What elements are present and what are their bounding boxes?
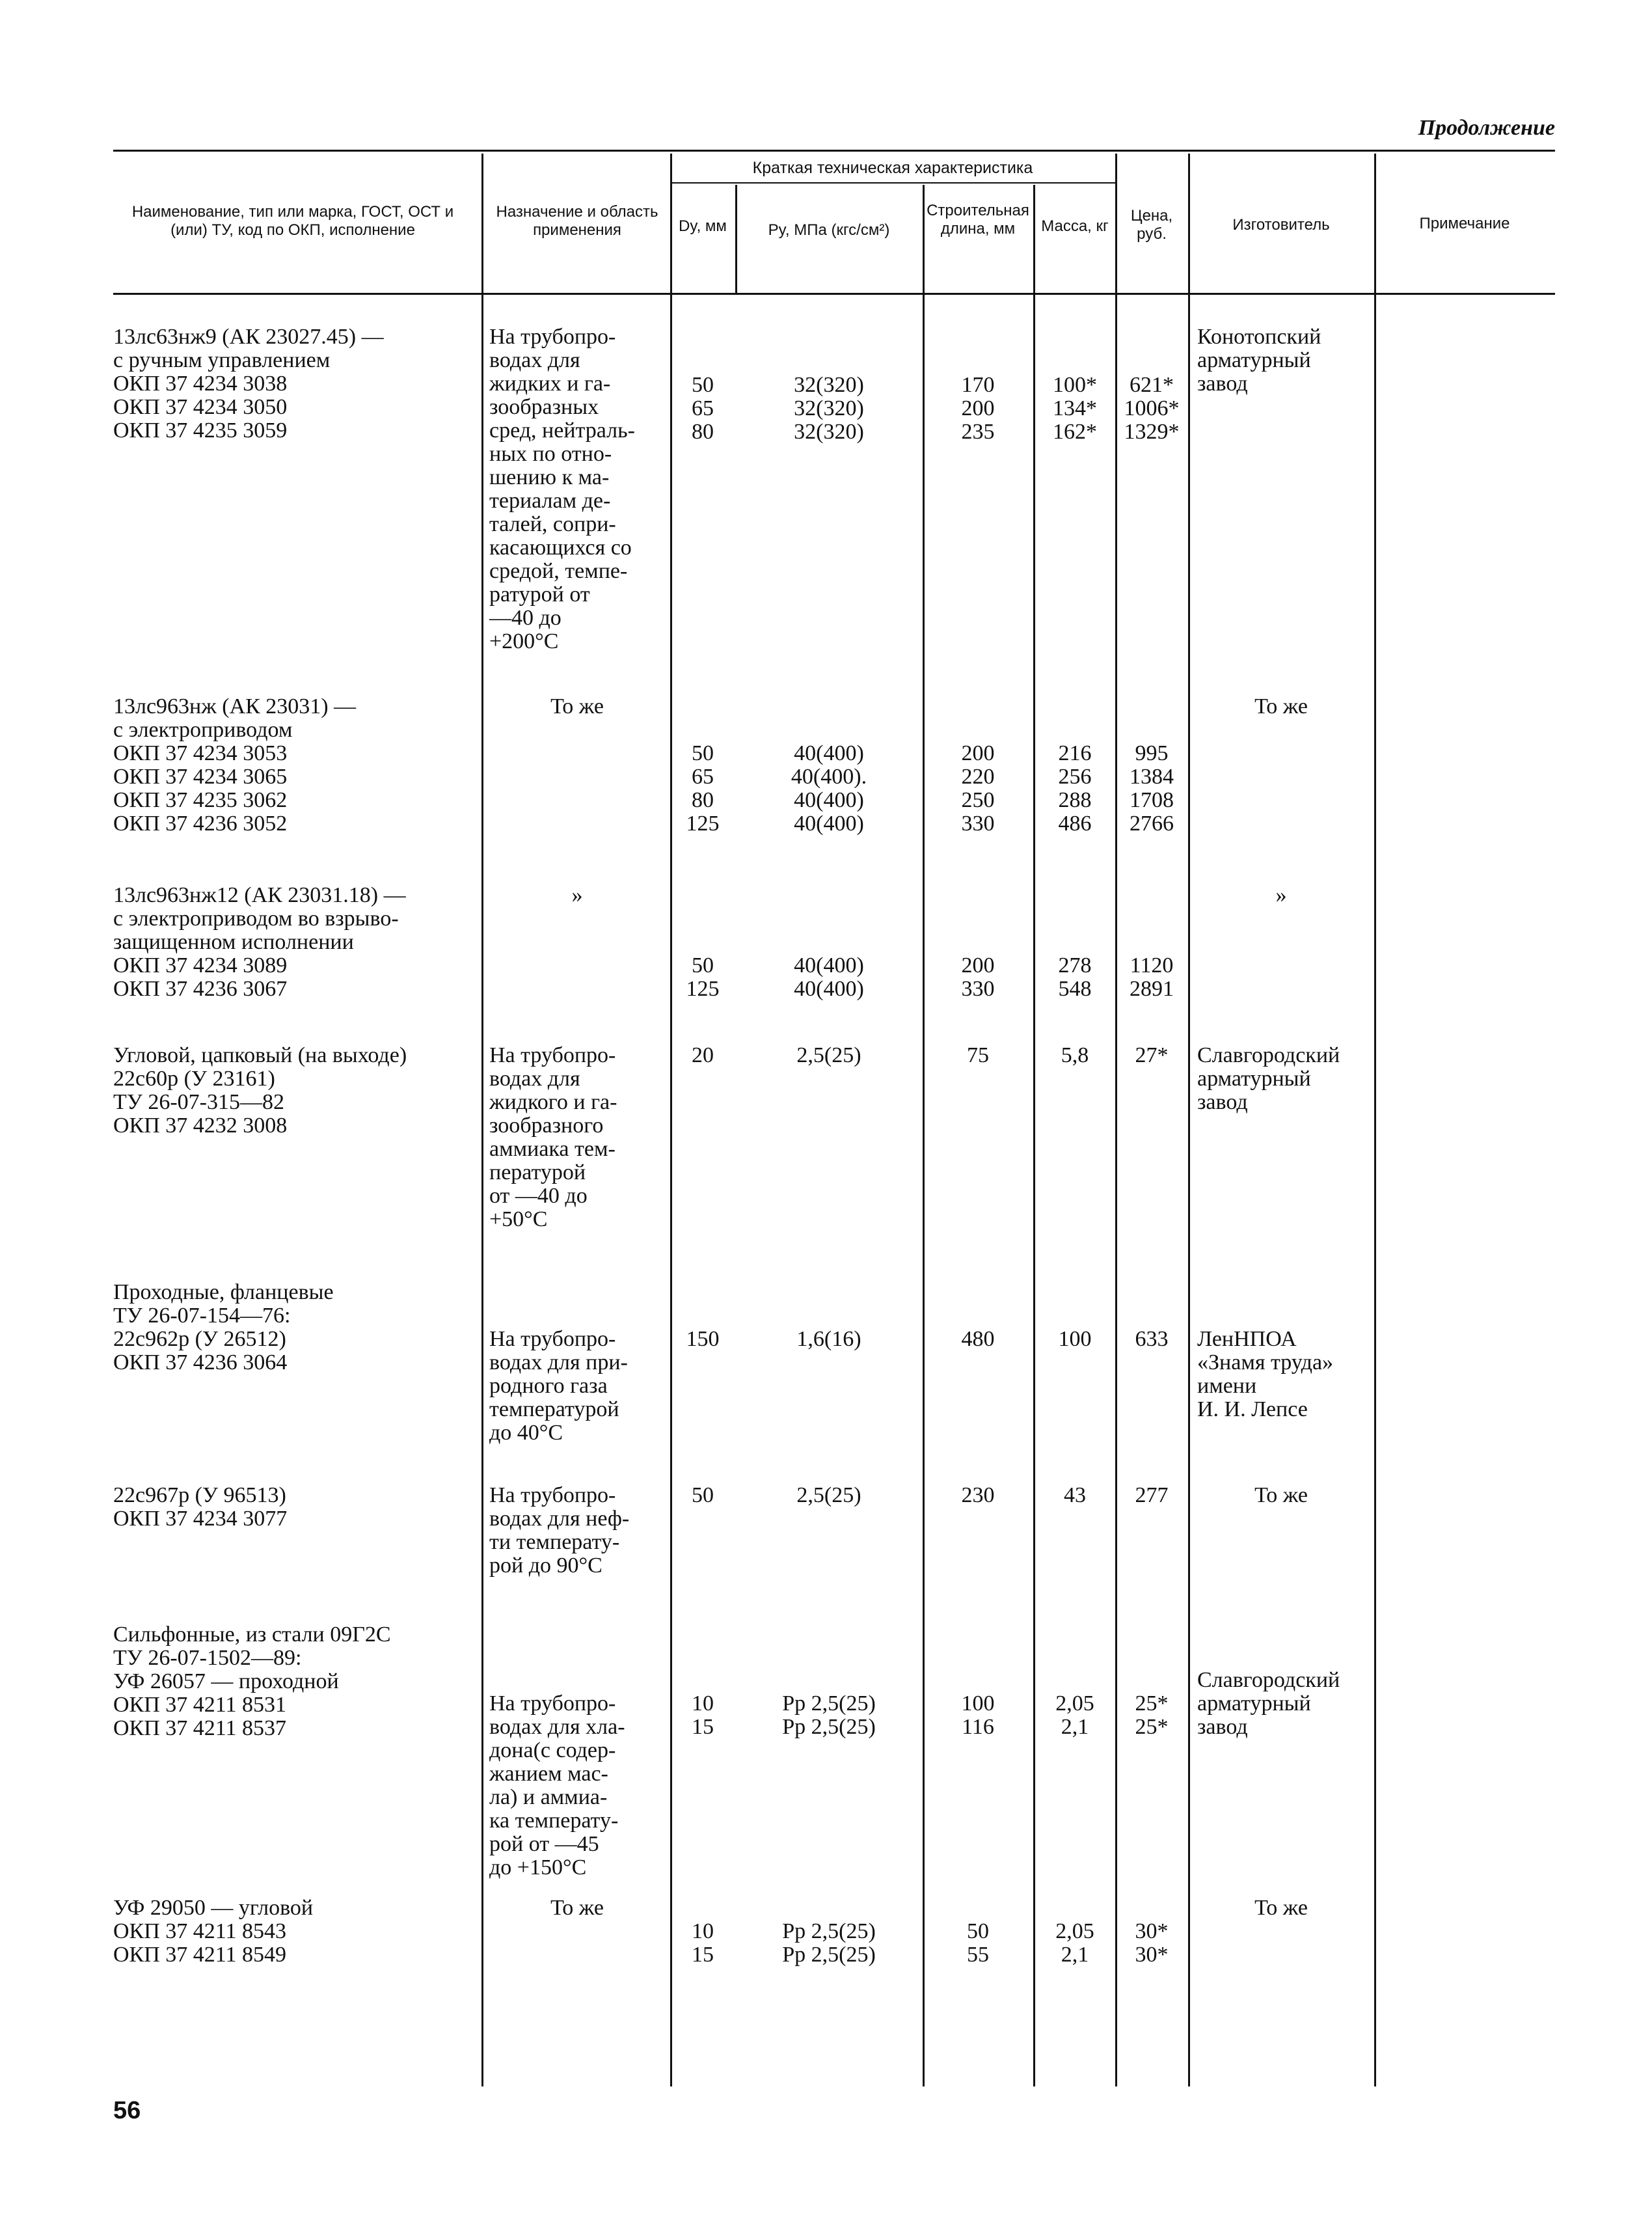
group-header-rule [670, 182, 1115, 184]
row-name: УФ 29050 — угловой ОКП 37 4211 8543 ОКП 37 4211 8549 [113, 1896, 314, 1967]
row-price: 1120 2891 [1130, 953, 1174, 1001]
column-divider [735, 185, 737, 293]
column-divider [1374, 154, 1376, 2086]
column-divider [1115, 154, 1117, 2086]
header-purpose: Назначение и область применения [496, 203, 658, 239]
column-divider [923, 185, 925, 2086]
row-mass: 5,8 [1061, 1043, 1089, 1067]
row-dy: 10 15 [692, 1919, 714, 1967]
row-mass: 100 [1058, 1327, 1092, 1351]
row-mass: 100* 134* 162* [1053, 373, 1097, 444]
row-price: 30* 30* [1135, 1919, 1169, 1967]
row-mass: 2,05 2,1 [1055, 1691, 1094, 1739]
header-maker: Изготовитель [1232, 216, 1330, 234]
row-maker: » [1275, 883, 1287, 907]
column-divider [670, 154, 672, 2086]
row-mass: 278 548 [1058, 953, 1092, 1001]
row-purpose: На трубопро- водах для неф- ти температу- рой до 90°С [489, 1483, 630, 1578]
row-maker: То же [1254, 1896, 1308, 1920]
row-length: 230 [961, 1483, 995, 1507]
row-py: 2,5(25) [796, 1483, 861, 1507]
continuation-label: Продолжение [1418, 116, 1555, 140]
row-py: 40(400) 40(400). 40(400) 40(400) [791, 741, 867, 836]
row-dy: 50 [692, 1483, 714, 1507]
row-price: 995 1384 1708 2766 [1130, 741, 1174, 836]
row-name: 13лс963нж (АК 23031) — с электроприводом ОКП 37 4234 3053 ОКП 37 4234 3065 ОКП 37 4235 3062 ОКП 37 4236 3052 [113, 694, 357, 836]
row-length: 200 220 250 330 [961, 741, 995, 836]
row-maker: То же [1254, 694, 1308, 718]
row-maker: Славгородский арматурный завод [1197, 1043, 1340, 1114]
row-mass: 43 [1064, 1483, 1086, 1507]
row-length: 480 [961, 1327, 995, 1351]
row-purpose: На трубопро- водах для жидкого и га- зообразного аммиака тем- пературой от —40 до +50°С [489, 1043, 617, 1231]
header-dy: Dy, мм [679, 217, 727, 235]
row-purpose: На трубопро- водах для при- родного газа температурой до 40°С [489, 1327, 628, 1445]
row-name: Проходные, фланцевые ТУ 26-07-154—76: 22с962р (У 26512) ОКП 37 4236 3064 [113, 1280, 334, 1374]
row-py: 32(320) 32(320) 32(320) [794, 373, 864, 444]
row-dy: 50 65 80 [692, 373, 714, 444]
row-name: Сильфонные, из стали 09Г2С ТУ 26-07-1502—89: УФ 26057 — проходной ОКП 37 4211 8531 ОКП 37 4211 8537 [113, 1622, 391, 1740]
header-name: Наименование, тип или марка, ГОСТ, ОСТ и (или) ТУ, код по ОКП, исполнение [131, 203, 454, 239]
row-maker: Конотопский арматурный завод [1197, 325, 1321, 396]
row-price: 633 [1135, 1327, 1169, 1351]
row-purpose: То же [550, 694, 604, 718]
row-name: 13лс963нж12 (АК 23031.18) — с электроприводом во взрыво- защищенном исполнении ОКП 37 4234 3089 ОКП 37 4236 3067 [113, 883, 406, 1001]
column-divider [481, 154, 483, 2086]
row-length: 50 55 [967, 1919, 989, 1967]
row-length: 170 200 235 [961, 373, 995, 444]
header-mass: Масса, кг [1041, 217, 1109, 235]
row-py: 2,5(25) [796, 1043, 861, 1067]
row-price: 621* 1006* 1329* [1124, 373, 1180, 444]
row-mass: 2,05 2,1 [1055, 1919, 1094, 1967]
page-number: 56 [113, 2097, 141, 2124]
row-purpose: На трубопро- водах для жидких и га- зообразных сред, нейтраль- ных по отно- шению к ма- териалам де- талей, сопри- касающихся со средой, темпе- ратурой от —40 до +200°С [489, 325, 635, 653]
row-mass: 216 256 288 486 [1058, 741, 1092, 836]
header-py: Py, МПа (кгс/см²) [768, 221, 890, 239]
row-length: 75 [967, 1043, 989, 1067]
header-note: Примечание [1419, 215, 1510, 232]
row-dy: 20 [692, 1043, 714, 1067]
row-dy: 50 125 [686, 953, 720, 1001]
column-divider [1033, 185, 1035, 2086]
row-purpose: То же [550, 1896, 604, 1920]
header-length: Строительная длина, мм [927, 202, 1029, 238]
row-py: Pр 2,5(25) Pр 2,5(25) [782, 1691, 876, 1739]
row-name: 22с967р (У 96513) ОКП 37 4234 3077 [113, 1483, 288, 1531]
row-length: 200 330 [961, 953, 995, 1001]
row-dy: 150 [686, 1327, 720, 1351]
row-py: Pр 2,5(25) Pр 2,5(25) [782, 1919, 876, 1967]
header-group: Краткая техническая характеристика [752, 159, 1033, 177]
row-maker: Славгородский арматурный завод [1197, 1668, 1340, 1739]
row-length: 100 116 [961, 1691, 995, 1739]
row-maker: ЛенНПОА «Знамя труда» имени И. И. Лепсе [1197, 1327, 1334, 1421]
row-dy: 50 65 80 125 [686, 741, 720, 836]
row-name: Угловой, цапковый (на выходе) 22с60р (У 23161) ТУ 26-07-315—82 ОКП 37 4232 3008 [113, 1043, 407, 1138]
row-name: 13лс63нж9 (АК 23027.45) — с ручным управлением ОКП 37 4234 3038 ОКП 37 4234 3050 ОКП 37 4235 3059 [113, 325, 384, 443]
row-py: 40(400) 40(400) [794, 953, 864, 1001]
table-top-rule [113, 150, 1555, 152]
row-price: 25* 25* [1135, 1691, 1169, 1739]
row-purpose: На трубопро- водах для хла- дона(с содер- жанием мас- ла) и аммиа- ка температу- рой от —45 до +150°С [489, 1691, 625, 1880]
row-price: 27* [1135, 1043, 1169, 1067]
row-py: 1,6(16) [796, 1327, 861, 1351]
row-dy: 10 15 [692, 1691, 714, 1739]
column-divider [1188, 154, 1190, 2086]
row-maker: То же [1254, 1483, 1308, 1507]
header-price: Цена, руб. [1130, 207, 1173, 243]
header-bottom-rule [113, 293, 1555, 295]
row-price: 277 [1135, 1483, 1169, 1507]
row-purpose: » [571, 883, 583, 907]
